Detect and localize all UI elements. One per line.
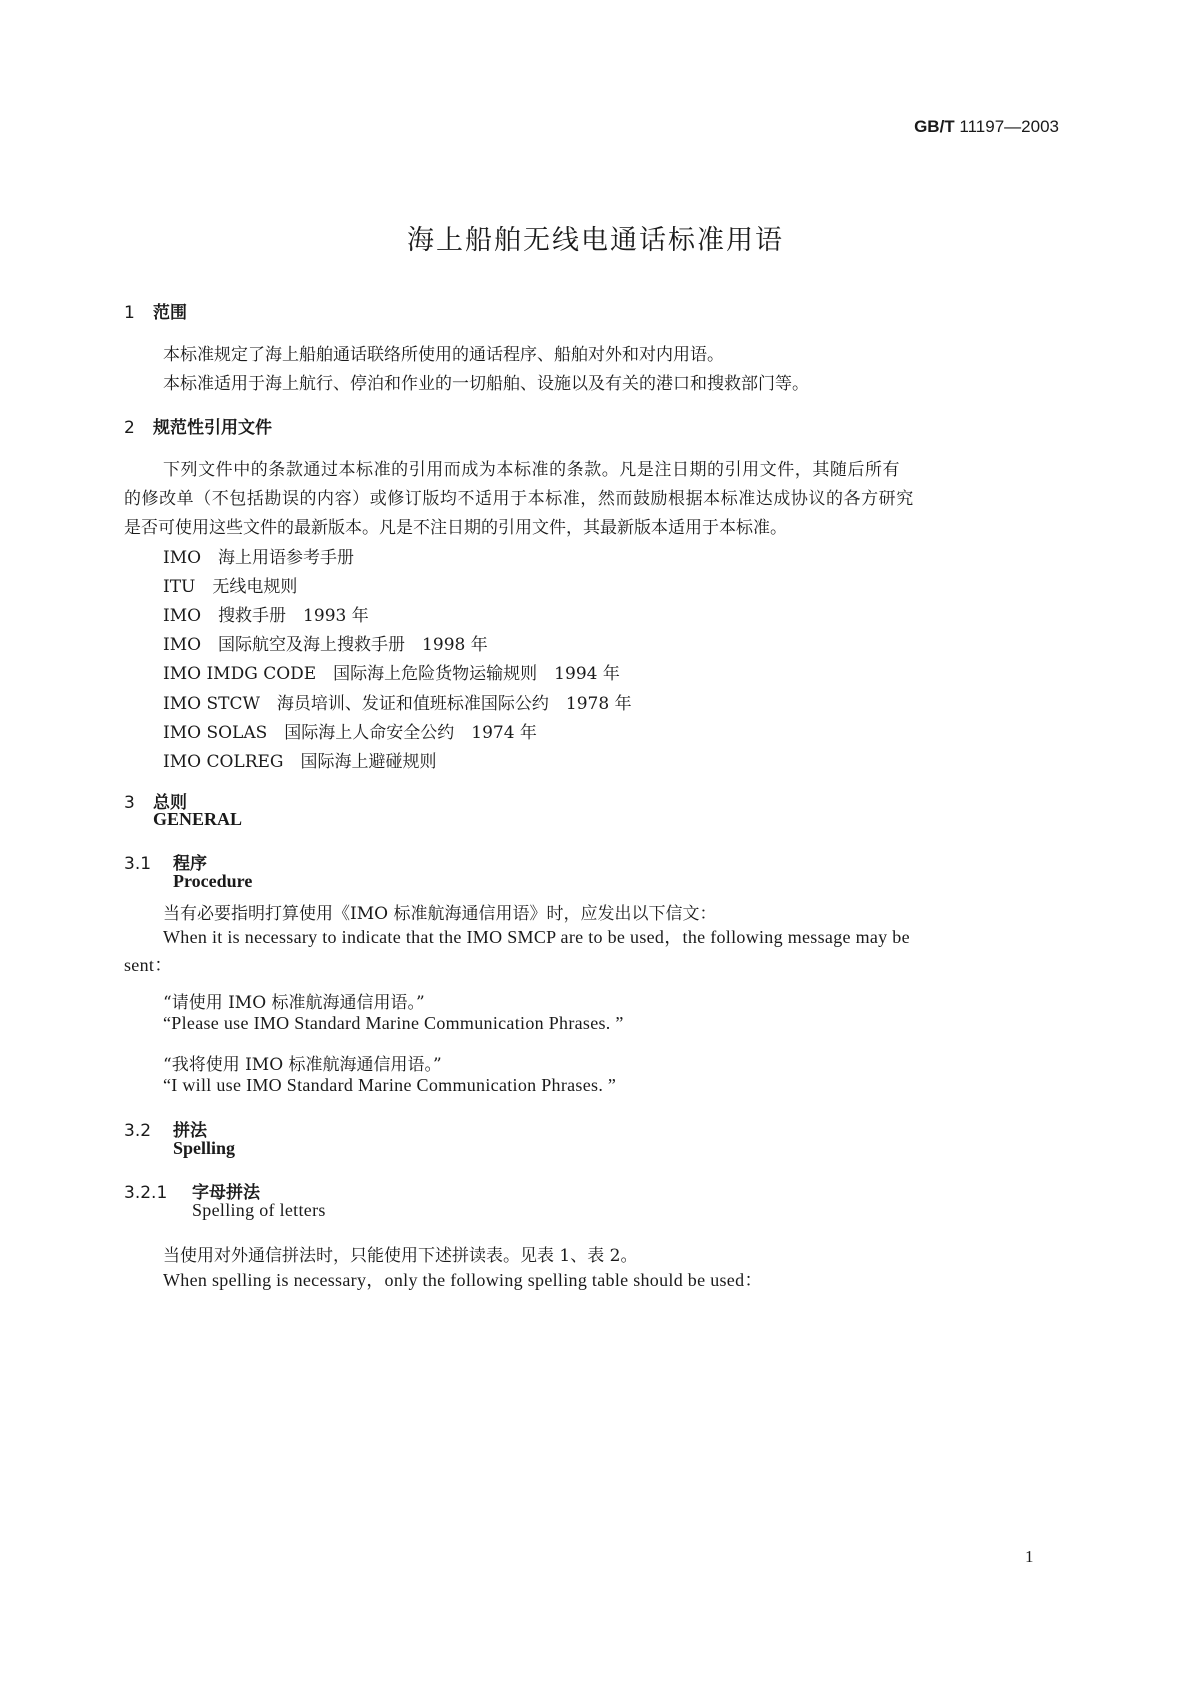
reference-item: IMO SOLAS 国际海上人命安全公约 1974 年 [163, 723, 537, 743]
section-title-en: Spelling of letters [192, 1200, 326, 1220]
reference-item: IMO COLREG 国际海上避碰规则 [163, 752, 437, 772]
quote-cn: “请使用 IMO 标准航海通信用语。” [163, 993, 425, 1013]
quote-cn: “我将使用 IMO 标准航海通信用语。” [163, 1055, 442, 1075]
section-number: 3.2.1 [124, 1183, 168, 1203]
paragraph-en: When it is necessary to indicate that the IMO SMCP are to be used，the following message may be [163, 927, 910, 947]
section-title: 范围 [153, 303, 187, 323]
reference-item: IMO 搜救手册 1993 年 [163, 606, 369, 626]
standard-number [914, 117, 1059, 137]
section-number: 3.1 [124, 854, 152, 874]
standard-code: 11197—2003 [959, 117, 1059, 136]
reference-item: ITU 无线电规则 [163, 577, 298, 597]
page-number: 1 [1025, 1547, 1034, 1566]
section-number: 2 [124, 418, 135, 438]
reference-item: IMO IMDG CODE 国际海上危险货物运输规则 1994 年 [163, 664, 620, 684]
section-2-heading [124, 413, 272, 438]
reference-item: IMO 国际航空及海上搜救手册 1998 年 [163, 635, 488, 655]
quote-en: “Please use IMO Standard Marine Communication Phrases. ” [163, 1013, 624, 1033]
paragraph-line: 的修改单（不包括勘误的内容）或修订版均不适用于本标准，然而鼓励根据本标准达成协议的各方研究 [124, 489, 914, 509]
section-title-en: GENERAL [153, 809, 243, 829]
reference-item: IMO STCW 海员培训、发证和值班标准国际公约 1978 年 [163, 694, 632, 714]
section-title: 程序 [173, 854, 207, 874]
quote-en: “I will use IMO Standard Marine Communication Phrases. ” [163, 1075, 617, 1095]
section-number: 1 [124, 303, 135, 323]
section-1-heading [124, 298, 187, 323]
page-title: 海上船舶无线电通话标准用语 [407, 225, 784, 256]
paragraph: 本标准适用于海上航行、停泊和作业的一切船舶、设施以及有关的港口和搜救部门等。 [163, 374, 809, 394]
paragraph-en: When spelling is necessary，only the following spelling table should be used： [163, 1270, 763, 1290]
section-number: 3 [124, 793, 135, 813]
section-number: 3.2 [124, 1121, 152, 1141]
section-title: 总则 [153, 793, 187, 813]
section-title: 规范性引用文件 [153, 418, 272, 438]
section-title-en: Spelling [173, 1138, 236, 1158]
paragraph: 本标准规定了海上船舶通话联络所使用的通话程序、船舶对外和对内用语。 [163, 345, 724, 365]
section-title: 拼法 [173, 1121, 207, 1141]
paragraph: 当使用对外通信拼法时，只能使用下述拼读表。见表 1、表 2。 [163, 1246, 638, 1266]
section-title-en: Procedure [173, 871, 253, 891]
paragraph: 当有必要指明打算使用《IMO 标准航海通信用语》时，应发出以下信文： [163, 904, 717, 924]
standard-prefix: GB/T [914, 117, 955, 136]
reference-item: IMO 海上用语参考手册 [163, 548, 355, 568]
section-title: 字母拼法 [192, 1183, 260, 1203]
paragraph-line: 下列文件中的条款通过本标准的引用而成为本标准的条款。凡是注日期的引用文件，其随后所有 [163, 460, 901, 480]
paragraph-en: sent： [124, 955, 173, 975]
paragraph-line: 是否可使用这些文件的最新版本。凡是不注日期的引用文件，其最新版本适用于本标准。 [124, 518, 787, 538]
